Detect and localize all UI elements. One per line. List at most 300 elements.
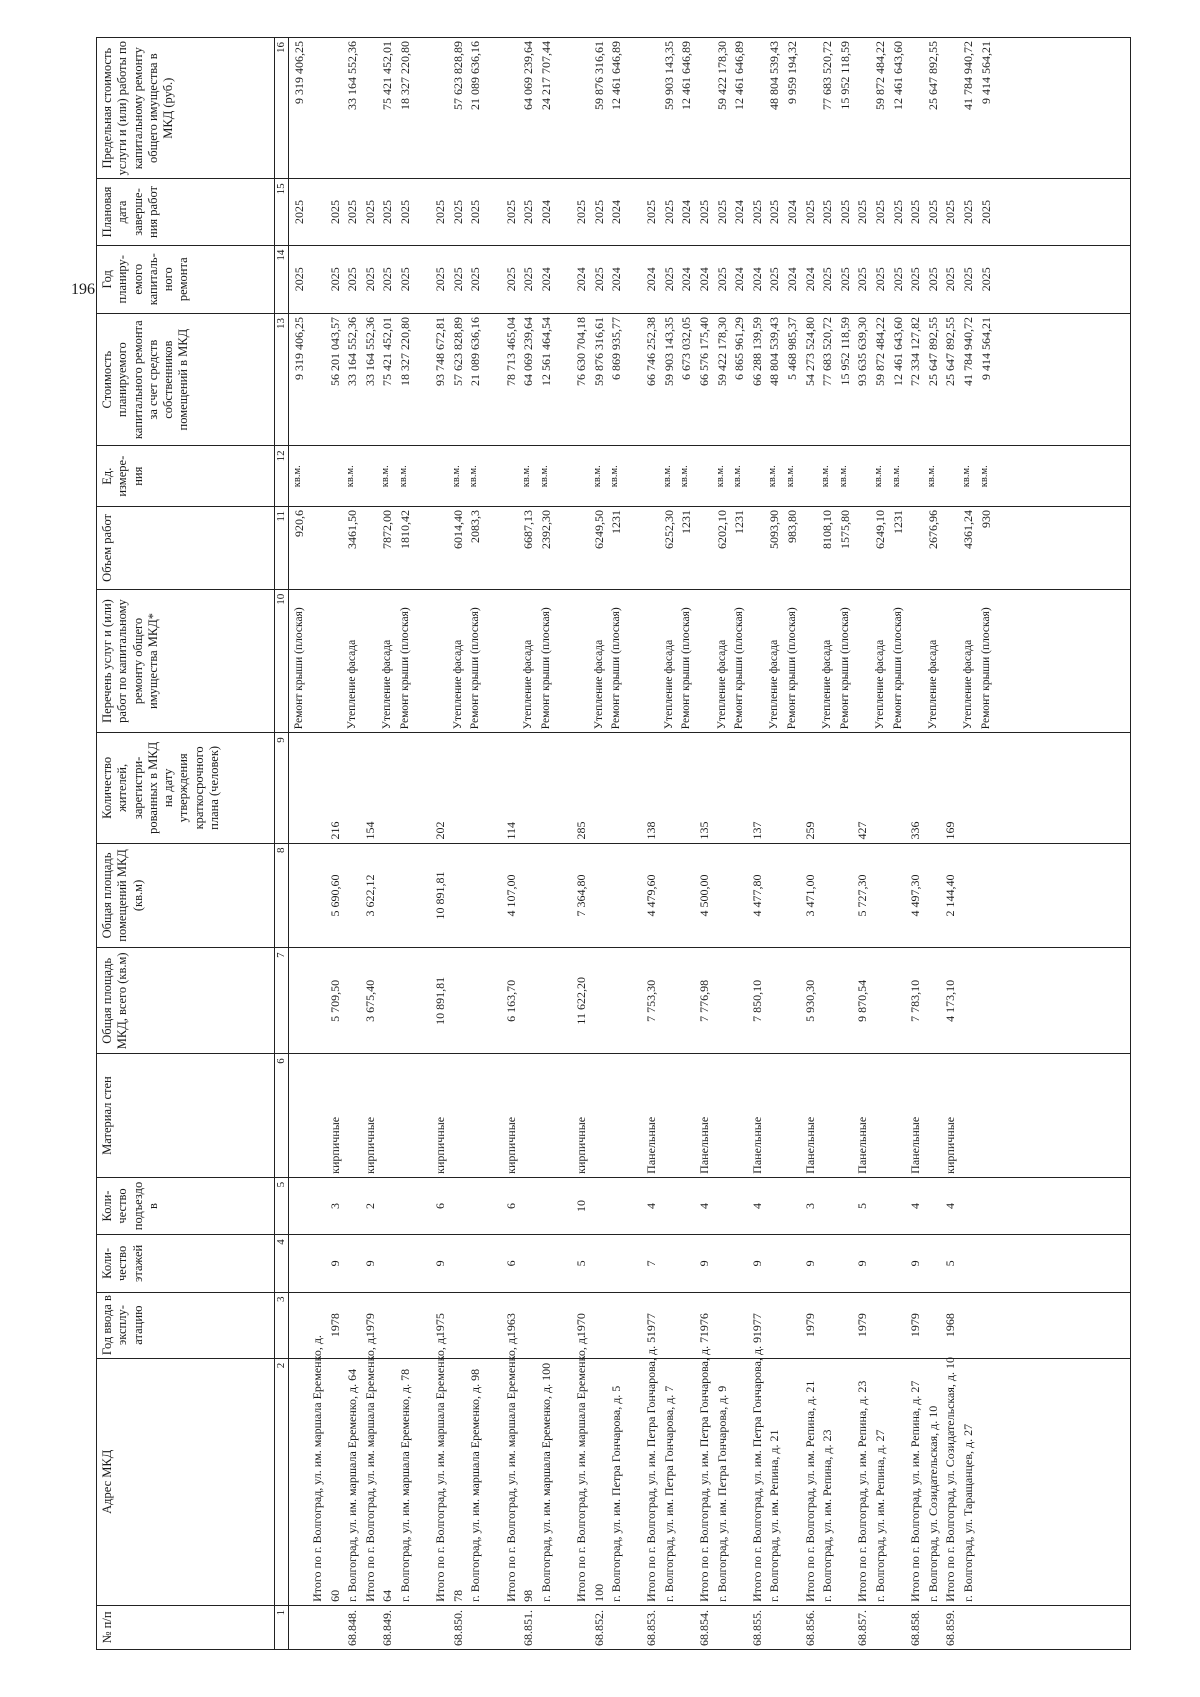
table-cell: Панельные xyxy=(855,1116,870,1174)
table-cell: 2676,96 xyxy=(925,510,940,550)
table-cell: кирпичные xyxy=(943,1116,958,1174)
table-cell xyxy=(433,510,451,586)
table-cell xyxy=(732,736,750,839)
header-cell: Объем работ xyxy=(97,507,275,590)
table-cell xyxy=(679,736,697,839)
table-cell: 60 xyxy=(327,1589,342,1602)
table-cell: Ремонт крыши (плоская) xyxy=(610,607,623,730)
table-cell xyxy=(380,1296,398,1355)
table-cell: 9 xyxy=(855,1260,870,1267)
table-cell: кирпичные xyxy=(362,1116,377,1174)
table-cell xyxy=(504,593,522,729)
table-cell: кирпичные xyxy=(573,1116,588,1174)
table-cell xyxy=(644,41,662,175)
table-cell: 2024 xyxy=(609,199,624,224)
table-cell: 11 622,20 xyxy=(573,977,588,1025)
table-cell xyxy=(451,1181,469,1231)
header-cell: Адрес МКД xyxy=(97,1358,275,1605)
table-cell xyxy=(662,951,680,1050)
table-cell xyxy=(627,317,645,442)
table-cell: 2024 xyxy=(732,267,747,292)
table-cell: 59 876 316,61 xyxy=(591,41,606,110)
table-cell: 6 xyxy=(433,1203,448,1210)
table-cell xyxy=(961,847,979,945)
table-cell xyxy=(679,1238,697,1288)
table-cell: 12 461 646,89 xyxy=(732,41,747,110)
table-cell: 10 891,81 xyxy=(433,976,448,1025)
table-cell: Утепление фасада xyxy=(874,639,886,730)
column-number: 10 xyxy=(275,589,289,732)
table-cell xyxy=(891,1057,909,1174)
col-total-area xyxy=(289,948,1131,1054)
table-cell xyxy=(662,1238,680,1288)
table-cell xyxy=(820,1181,838,1231)
table-cell xyxy=(732,1296,750,1355)
table-cell: 57 623 828,89 xyxy=(450,41,465,110)
table-cell: 2025 xyxy=(697,199,712,224)
table-cell: 2025 xyxy=(380,199,395,224)
table-cell: 4 173,10 xyxy=(943,979,958,1022)
table-cell: 76 630 704,18 xyxy=(573,316,588,386)
table-cell: Итого по г. Волгоград, ул. им. Репина, д. 27 xyxy=(908,1380,923,1602)
table-cell: 2025 xyxy=(943,199,958,224)
table-cell: 4 xyxy=(749,1203,764,1210)
table-cell: Утепление фасада xyxy=(592,639,605,730)
table-cell: 2025 xyxy=(292,199,307,224)
table-cell: 2025 xyxy=(591,267,606,292)
table-cell xyxy=(433,449,451,503)
table-cell xyxy=(310,249,328,310)
table-cell xyxy=(398,1609,416,1646)
table-cell xyxy=(785,847,803,945)
table-cell: кв.м. xyxy=(397,465,409,488)
table-cell: кв.м. xyxy=(837,465,849,488)
table-cell xyxy=(521,736,539,839)
table-cell xyxy=(398,1238,416,1288)
page-number: 196 xyxy=(71,281,95,298)
table-cell xyxy=(767,951,785,1050)
table-cell xyxy=(521,1296,539,1355)
table-cell: кирпичные xyxy=(503,1116,518,1174)
column-number: 14 xyxy=(275,245,289,313)
table-cell: 4 xyxy=(908,1203,923,1210)
header-cell: Перечень услуг и (или) работ по капитальному ремонту общего имущества МКД* xyxy=(97,589,275,732)
table-cell: 1977 xyxy=(749,1313,764,1338)
table-cell: Утепление фасада xyxy=(715,639,728,730)
table-cell: Ремонт крыши (плоская) xyxy=(838,607,851,730)
table-cell xyxy=(345,736,363,839)
table-cell xyxy=(785,1362,803,1602)
table-cell xyxy=(416,951,434,1050)
table-cell: Итого по г. Волгоград, ул. им. Петра Гончарова, д. 9 xyxy=(749,1336,764,1602)
table-cell xyxy=(416,41,434,175)
header-cell: Год ввода в эксплу-атацию xyxy=(97,1292,275,1358)
table-cell: 12 461 646,89 xyxy=(609,41,624,110)
table-cell: 8108,10 xyxy=(820,510,835,550)
table-cell: 68.850. xyxy=(450,1610,465,1646)
table-cell xyxy=(750,593,768,729)
table-cell xyxy=(679,1296,697,1355)
table-cell: кв.м. xyxy=(890,465,902,488)
table-cell: г. Волгоград, ул. им. Репина, д. 27 xyxy=(873,1429,887,1602)
table-cell xyxy=(732,1057,750,1174)
table-cell: 7 753,30 xyxy=(644,979,659,1022)
header-row xyxy=(97,38,275,1650)
table-cell: 137 xyxy=(749,821,764,840)
table-cell: Итого по г. Волгоград, ул. Созидательская, д. 10 xyxy=(943,1356,958,1602)
table-cell: 2024 xyxy=(573,267,588,292)
table-cell xyxy=(662,847,680,945)
table-cell: 93 748 672,81 xyxy=(433,316,448,386)
table-body-row xyxy=(289,38,1131,1650)
table-cell: 4 xyxy=(697,1203,712,1210)
table-cell: 2025 xyxy=(890,267,905,292)
table-cell: 2025 xyxy=(960,199,975,224)
table-cell xyxy=(310,449,328,503)
table-cell xyxy=(310,1238,328,1288)
table-cell xyxy=(873,1181,891,1231)
table-cell: 66 576 175,40 xyxy=(697,316,712,386)
table-cell xyxy=(908,593,926,729)
table-cell xyxy=(679,1181,697,1231)
table-cell xyxy=(486,951,504,1050)
table-cell xyxy=(592,847,610,945)
table-cell xyxy=(433,41,451,175)
table-cell: 2025 xyxy=(855,199,870,224)
table-cell xyxy=(292,847,310,945)
table-cell xyxy=(556,41,574,175)
table-cell xyxy=(961,1238,979,1288)
table-cell: Утепление фасада xyxy=(451,639,464,730)
table-cell xyxy=(556,249,574,310)
table-cell xyxy=(504,41,522,175)
table-cell: 6252,30 xyxy=(661,510,676,550)
table-cell xyxy=(767,1296,785,1355)
table-cell: 1231 xyxy=(679,510,694,535)
table-cell: 4 500,00 xyxy=(697,874,712,917)
table-cell xyxy=(521,1238,539,1288)
table-cell: 68.859. xyxy=(943,1610,958,1646)
table-cell: 64 069 239,64 xyxy=(521,316,536,386)
table-cell: 2024 xyxy=(644,267,659,292)
table-cell: 2025 xyxy=(978,199,993,224)
table-cell: 2025 xyxy=(468,199,483,224)
table-cell xyxy=(433,1609,451,1646)
table-cell: 427 xyxy=(855,821,870,840)
table-cell: г. Волгоград, ул. им. маршала Еременко, д. 64 xyxy=(345,1368,360,1602)
table-cell xyxy=(574,449,592,503)
table-cell xyxy=(767,847,785,945)
table-cell xyxy=(416,1238,434,1288)
table-cell xyxy=(486,449,504,503)
table-cell xyxy=(345,1296,363,1355)
table-cell xyxy=(855,510,873,586)
table-cell: 1231 xyxy=(732,510,747,535)
table-cell: 9 xyxy=(327,1260,342,1267)
table-cell xyxy=(328,1609,346,1646)
table-cell: кирпичные xyxy=(433,1116,448,1174)
table-cell: Итого по г. Волгоград, ул. им. маршала Еременко, д. xyxy=(573,1335,588,1602)
column-number: 1 xyxy=(275,1605,289,1649)
table-cell: 2025 xyxy=(908,267,923,292)
table-cell xyxy=(961,1181,979,1231)
table-cell xyxy=(521,1057,539,1174)
header-cell: Общая площадь МКД, всего (кв.м) xyxy=(97,948,275,1054)
table-cell: 2024 xyxy=(785,199,800,224)
table-cell: 6 xyxy=(503,1203,518,1210)
table-cell: кв.м. xyxy=(609,465,621,488)
table-cell xyxy=(662,1296,680,1355)
table-cell: 285 xyxy=(573,821,588,840)
table-cell xyxy=(891,736,909,839)
table-cell: Панельные xyxy=(802,1116,817,1174)
table-cell: 135 xyxy=(697,821,712,840)
col-volume xyxy=(289,507,1131,590)
table-cell xyxy=(556,951,574,1050)
table-cell: 9 870,54 xyxy=(855,979,870,1022)
table-cell xyxy=(398,847,416,945)
table-cell: 2025 xyxy=(820,267,835,292)
table-cell xyxy=(609,1057,627,1174)
table-cell xyxy=(556,1238,574,1288)
col-number xyxy=(289,1605,1131,1649)
table-cell: 2025 xyxy=(873,199,887,224)
table-cell xyxy=(310,1609,328,1646)
table-cell: 18 327 220,80 xyxy=(397,41,412,110)
table-cell: кв.м. xyxy=(591,465,603,488)
table-cell xyxy=(961,1296,979,1355)
table-cell: г. Волгоград, ул. Созидательская, д. 10 xyxy=(925,1405,940,1602)
table-cell xyxy=(292,1057,310,1174)
table-cell xyxy=(345,1181,363,1231)
column-number: 9 xyxy=(275,733,289,843)
table-cell: Итого по г. Волгоград, ул. им. маршала Еременко, д. xyxy=(433,1335,448,1602)
table-cell: 6 673 032,05 xyxy=(679,316,694,380)
table-cell: Ремонт крыши (плоская) xyxy=(891,607,904,730)
table-cell: 78 713 465,04 xyxy=(503,316,518,386)
table-cell xyxy=(627,736,645,839)
table-cell: Ремонт крыши (плоская) xyxy=(733,607,746,730)
table-cell xyxy=(644,593,662,729)
table-cell xyxy=(715,951,733,1050)
column-number-row xyxy=(275,38,289,1650)
table-cell xyxy=(504,449,522,503)
table-cell: кв.м. xyxy=(380,465,392,488)
table-cell xyxy=(292,1181,310,1231)
table-cell xyxy=(292,1238,310,1288)
table-cell: 75 421 452,01 xyxy=(380,41,395,110)
table-cell: 3 471,00 xyxy=(802,874,817,917)
table-cell xyxy=(468,1057,486,1174)
table-cell xyxy=(873,1238,891,1288)
table-cell xyxy=(838,1057,856,1174)
table-cell xyxy=(433,593,451,729)
table-cell xyxy=(679,1609,697,1646)
table-cell: 10 891,81 xyxy=(433,871,448,920)
table-cell xyxy=(820,1296,838,1355)
table-cell: 24 217 707,44 xyxy=(538,41,553,110)
table-cell: 1977 xyxy=(644,1313,659,1338)
table-cell: кв.м. xyxy=(820,465,832,488)
table-cell xyxy=(592,736,610,839)
table-cell: кв.м. xyxy=(925,465,937,488)
table-cell: 66 746 252,38 xyxy=(644,316,659,386)
table-cell xyxy=(609,1238,627,1288)
table-cell xyxy=(838,1181,856,1231)
table-cell xyxy=(662,1057,680,1174)
table-cell: 93 635 639,30 xyxy=(855,316,870,386)
table-cell xyxy=(539,951,557,1050)
table-cell xyxy=(838,1362,856,1602)
table-cell: 6 xyxy=(503,1260,518,1267)
table-cell xyxy=(891,1296,909,1355)
table-cell xyxy=(380,951,398,1050)
table-cell xyxy=(838,1238,856,1288)
column-number: 16 xyxy=(275,38,289,179)
table-cell: 2025 xyxy=(573,199,588,224)
table-cell xyxy=(416,1057,434,1174)
table-cell xyxy=(592,1057,610,1174)
table-cell xyxy=(328,510,346,586)
table-cell xyxy=(556,1296,574,1355)
table-cell xyxy=(820,736,838,839)
table-cell xyxy=(521,951,539,1050)
table-cell xyxy=(345,1057,363,1174)
table-cell: 64 xyxy=(380,1589,395,1602)
table-cell: 4 xyxy=(644,1203,659,1210)
table-cell xyxy=(486,1238,504,1288)
table-cell: Итого по г. Волгоград, ул. им. маршала Еременко, д. xyxy=(503,1335,518,1602)
table-cell xyxy=(539,1238,557,1288)
table-cell xyxy=(451,951,469,1050)
table-cell xyxy=(767,1057,785,1174)
table-cell xyxy=(750,449,768,503)
table-cell: 1979 xyxy=(908,1313,923,1338)
column-number: 6 xyxy=(275,1054,289,1178)
table-cell xyxy=(891,951,909,1050)
table-cell xyxy=(838,951,856,1050)
table-cell: 9 319 406,25 xyxy=(292,316,307,380)
table-cell xyxy=(486,1057,504,1174)
table-cell: 1979 xyxy=(802,1313,817,1338)
table-cell: 48 804 539,43 xyxy=(767,316,782,386)
table-cell: 2025 xyxy=(943,267,958,292)
table-cell xyxy=(539,1181,557,1231)
table-cell: 9 xyxy=(749,1260,764,1267)
header-cell: № п/п xyxy=(97,1605,275,1649)
table-cell xyxy=(310,510,328,586)
table-cell: 41 784 940,72 xyxy=(960,41,975,110)
table-cell xyxy=(926,1057,944,1174)
table-cell: 2392,30 xyxy=(538,510,553,550)
table-cell xyxy=(732,1609,750,1646)
table-cell: 114 xyxy=(503,821,518,840)
table-cell: г. Волгоград, ул. им. Репина, д. 21 xyxy=(767,1429,782,1602)
table-cell: 3461,50 xyxy=(345,510,360,550)
table-cell: Ремонт крыши (плоская) xyxy=(539,607,552,730)
table-cell: 2024 xyxy=(802,267,817,292)
table-cell xyxy=(292,951,310,1050)
table-cell: 4 xyxy=(943,1203,958,1210)
table-cell xyxy=(556,847,574,945)
table-cell xyxy=(926,951,944,1050)
table-cell xyxy=(398,736,416,839)
header-cell: Количество жителей, зарегистри-рованных в МКД на дату утверждения краткосрочного плана (человек) xyxy=(97,733,275,843)
table-cell xyxy=(715,847,733,945)
table-cell xyxy=(873,951,891,1050)
table-cell xyxy=(592,951,610,1050)
table-cell xyxy=(486,1181,504,1231)
table-cell xyxy=(943,41,961,175)
table-cell: 2025 xyxy=(450,199,465,224)
table-cell: 1976 xyxy=(697,1313,712,1338)
table-cell xyxy=(416,182,434,241)
table-cell xyxy=(820,951,838,1050)
table-cell: 920,6 xyxy=(292,510,307,538)
table-cell: 1979 xyxy=(362,1313,377,1338)
table-cell: 2025 xyxy=(345,267,360,292)
table-cell: кв.м. xyxy=(521,465,533,488)
table-cell: 59 903 143,35 xyxy=(661,41,676,110)
table-cell: 2025 xyxy=(714,199,729,224)
table-cell xyxy=(345,847,363,945)
table-cell: 68.849. xyxy=(380,1610,395,1646)
header-cell: Предельная стоимость услуги и (или) работы по капитальному ремонту общего имущества в МКД (руб.) xyxy=(97,38,275,179)
table-cell: кв.м. xyxy=(785,465,797,488)
table-cell: кв.м. xyxy=(960,465,972,488)
table-cell: Панельные xyxy=(644,1116,659,1174)
table-cell xyxy=(750,41,768,175)
table-cell xyxy=(363,41,381,175)
header-cell: Год планиру-емого капиталь-ного ремонта xyxy=(97,245,275,313)
table-cell xyxy=(398,1181,416,1231)
table-cell: 2025 xyxy=(837,199,852,224)
table-cell: 2025 xyxy=(362,267,377,292)
table-cell: Ремонт крыши (плоская) xyxy=(680,607,693,730)
table-cell: кв.м. xyxy=(767,465,779,488)
table-cell xyxy=(468,1181,486,1231)
table-cell: 2024 xyxy=(785,267,800,292)
table-cell xyxy=(345,1238,363,1288)
table-cell xyxy=(627,951,645,1050)
column-number: 3 xyxy=(275,1292,289,1358)
table-cell: 59 903 143,35 xyxy=(661,316,676,386)
table-cell xyxy=(416,317,434,442)
table-cell xyxy=(556,510,574,586)
table-cell: 5 709,50 xyxy=(327,979,342,1022)
table-cell xyxy=(820,1057,838,1174)
table-cell xyxy=(574,1609,592,1646)
table-cell xyxy=(627,847,645,945)
table-cell xyxy=(416,449,434,503)
table-cell xyxy=(908,41,926,175)
table-cell: 3 675,40 xyxy=(362,979,377,1022)
table-cell xyxy=(592,1181,610,1231)
table-cell: 59 422 178,30 xyxy=(714,41,729,110)
table-cell xyxy=(803,510,821,586)
table-cell: 12 461 646,89 xyxy=(679,41,694,110)
table-cell: 2024 xyxy=(749,267,764,292)
table-cell xyxy=(926,1181,944,1231)
table-cell xyxy=(486,182,504,241)
table-cell: г. Волгоград, ул. им. маршала Еременко, д. 100 xyxy=(538,1362,553,1602)
table-cell xyxy=(486,317,504,442)
table-cell: 4 107,00 xyxy=(503,874,518,917)
table-cell xyxy=(468,1609,486,1646)
table-cell: 2025 xyxy=(433,199,448,224)
column-number: 2 xyxy=(275,1358,289,1605)
table-cell: 2025 xyxy=(521,267,536,292)
